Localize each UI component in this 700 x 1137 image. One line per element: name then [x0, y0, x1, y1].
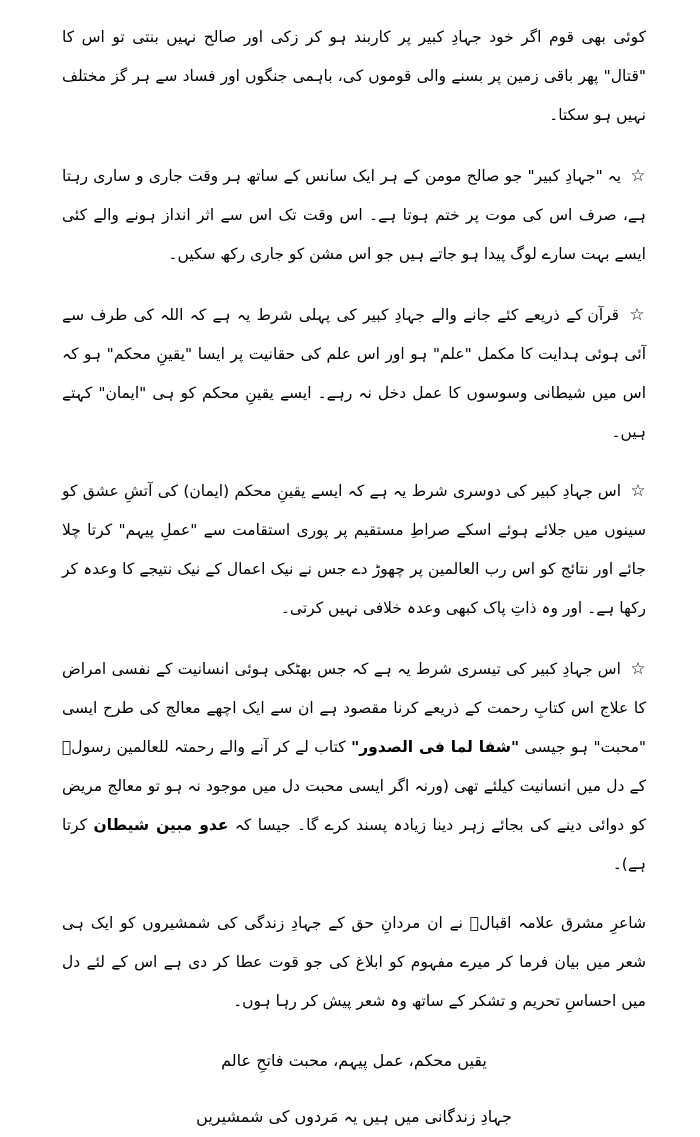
star-bullet-icon: ☆ — [630, 481, 646, 501]
paragraph-text: کتاب لے کر آنے والے رحمتہ للعالمین رسولؐ کے دل میں انسانیت کیلئے تھی (ورنہ اگر ایسی محبت دل میں موجود نہ ہو تو معالج مریض کو دوائی دینے کی بجائے زہر دینا زیادہ پسند کرے گا۔ جیسا کہ — [62, 738, 646, 834]
paragraph-intro — [62, 18, 646, 135]
paragraph-first-condition — [62, 296, 646, 452]
star-bullet-icon: ☆ — [629, 305, 646, 325]
quote-aduww-mubeen: عدو مبین شیطان — [93, 816, 229, 834]
paragraph-iqbal-intro — [62, 904, 646, 1021]
paragraph-text: کوئی بھی قوم اگر خود جہادِ کبیر پر کاربند ہو کر زکی اور صالح نہیں بنتی تو اس کا "قتال" پھر باقی زمین پر بسنے والی قوموں کی، باہمی جنگوں اور فساد سے ہر گز مختلف نہیں ہو سکتا۔ — [62, 28, 646, 124]
paragraph-third-condition — [62, 650, 646, 884]
paragraph-jihad-kabir-continuous — [62, 157, 646, 274]
star-bullet-icon: ☆ — [630, 166, 646, 186]
paragraph-text: اس جہادِ کبیر کی تیسری شرط یہ ہے کہ جس بھٹکی ہوئی انسانیت کے نفسی امراض کا علاج اس کتابِ رحمت کے ذریعے کرنا مقصود ہے ان سے ایک اچھے معالج کی طرح ایسی "محبت" ہو جیسی — [62, 660, 646, 756]
couplet-line-2: جہادِ زندگانی میں ہیں یہ مَردوں کی شمشیریں — [196, 1107, 512, 1126]
paragraph-text: یہ "جہادِ کبیر" جو صالح مومن کے ہر ایک سانس کے ساتھ ہر وقت جاری و ساری رہتا ہے، صرف اس کی موت پر ختم ہوتا ہے۔ اس وقت تک اس سے اثر انداز ہونے والے کئی ایسے بہت سارے لوگ پیدا ہو جاتے ہیں جو اس مشن کو جاری رکھ سکیں۔ — [62, 167, 646, 263]
paragraph-text: اس جہادِ کبیر کی دوسری شرط یہ ہے کہ ایسے یقینِ محکم (ایمان) کی آتشِ عشق کو سینوں میں جلائے ہوئے اسکے صراطِ مستقیم پر پوری استقامت سے "عملِ پیہم" کرتا چلا جائے اور نتائج کو اس رب العالمین پر چھوڑ دے جس نے نیک اعمال کے نیک نتیجے کا وعدہ کر رکھا ہے۔ اور وہ ذاتِ پاک کبھی وعدہ خلافی نہیں کرتی۔ — [62, 482, 646, 617]
couplet-line-1: یقیں محکم، عمل پیہم، محبت فاتحِ عالم — [221, 1051, 487, 1070]
paragraph-text: شاعرِ مشرق علامہ اقبالؒ نے ان مردانِ حق کے جہادِ زندگی کی شمشیروں کو ایک ہی شعر میں بیان فرما کر میرے مفہوم کو ابلاغ کی جو قوت عطا کر دی ہے اس کے لئے دل میں احساسِ تحریم و تشکر کے ساتھ وہ شعر پیش کر رہا ہوں۔ — [62, 914, 646, 1010]
paragraph-text: قرآن کے ذریعے کئے جانے والے جہادِ کبیر کی پہلی شرط یہ ہے کہ اللہ کی طرف سے آئی ہوئی ہدایت کا مکمل "علم" ہو اور اس علم کی حقانیت پر ایسا "یقینِ محکم" ہو کہ اس میں شیطانی وسوسوں کا عمل دخل نہ رہے۔ ایسے یقینِ محکم کو ہی "ایمان" کہتے ہیں۔ — [62, 306, 646, 441]
star-bullet-icon: ☆ — [630, 659, 647, 679]
quote-shifa: "شفا لما فی الصدور" — [351, 738, 520, 756]
paragraph-second-condition — [62, 472, 646, 628]
paragraph-text: کرتا ہے)۔ — [62, 816, 646, 873]
document-page — [62, 18, 646, 1137]
